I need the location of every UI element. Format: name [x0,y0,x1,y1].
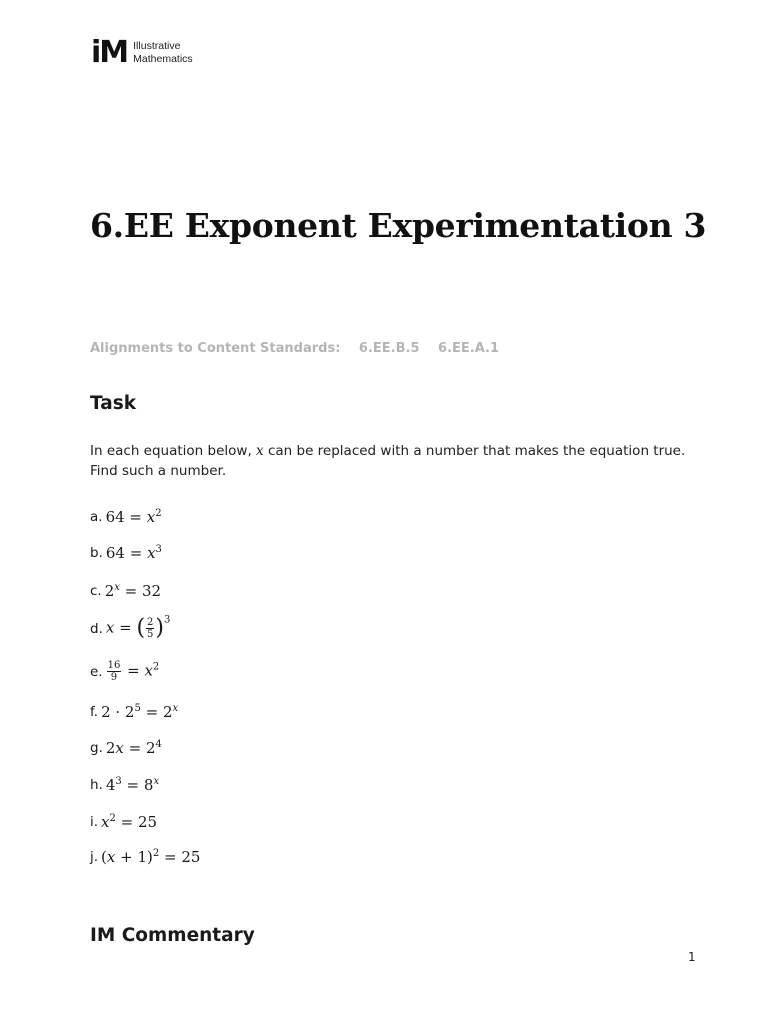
page-number: 1 [688,950,696,964]
commentary-heading: IM Commentary [90,925,255,946]
standard-link-6-ee-a-1: 6.EE.A.1 [438,341,500,356]
problem-equation: $(x + 1)^2 = 25$ [101,848,201,866]
problem-label: i. [90,814,99,830]
problem-label: e. [90,663,103,680]
problem-label: c. [90,583,102,599]
problem-a [90,508,162,526]
intro-text-after: can be replaced with a number that makes the equation true. Find such a number. [90,443,686,479]
problem-equation: $64 = x^2$ [105,508,162,526]
problem-g [90,739,162,757]
intro-variable: x [256,443,264,459]
problem-equation: $4^3 = 8^x$ [105,776,160,794]
problem-equation: $\frac{16}{9}$ = $x^2$ [107,660,160,683]
problem-j [90,848,200,866]
logo-line-2: Mathematics [133,53,193,65]
problem-label: f. [90,704,99,720]
problem-equation: $2x = 2^4$ [105,739,162,757]
problem-c [90,582,161,600]
logo-text [133,40,193,66]
problem-label: h. [90,777,103,793]
logo-mark: iM [91,35,128,70]
task-intro [90,441,690,481]
problem-h [90,776,159,794]
problem-equation: $2 \cdot 2^5 = 2^x$ [101,703,179,721]
problem-equation: $64 = x^3$ [105,544,162,562]
problem-equation: $x^2 = 25$ [101,813,158,831]
im-logo [91,35,193,70]
problem-d [90,614,171,641]
logo-line-1: Illustrative [133,40,181,52]
problem-i [90,813,157,831]
problem-label: g. [90,740,103,756]
alignments-label: Alignments to Content Standards: [90,341,341,356]
problem-label: b. [90,545,103,561]
standard-link-6-ee-b-5[interactable]: 6.EE.B.5 [358,341,420,356]
problem-f [90,703,178,721]
problem-label: d. [90,620,103,637]
problem-label: j. [90,849,99,865]
problem-b [90,544,162,562]
alignments-line [90,341,499,356]
problem-e [90,660,159,683]
problem-equation: x = ( $\frac{2}{5}$ )$^3$ [105,614,171,641]
intro-text-before: In each equation below, [90,443,257,459]
problem-label: a. [90,509,103,525]
page-title: 6.EE Exponent Experimentation 3 [90,206,707,245]
problem-equation: $2^x = 32$ [104,582,162,600]
task-heading: Task [90,393,137,414]
